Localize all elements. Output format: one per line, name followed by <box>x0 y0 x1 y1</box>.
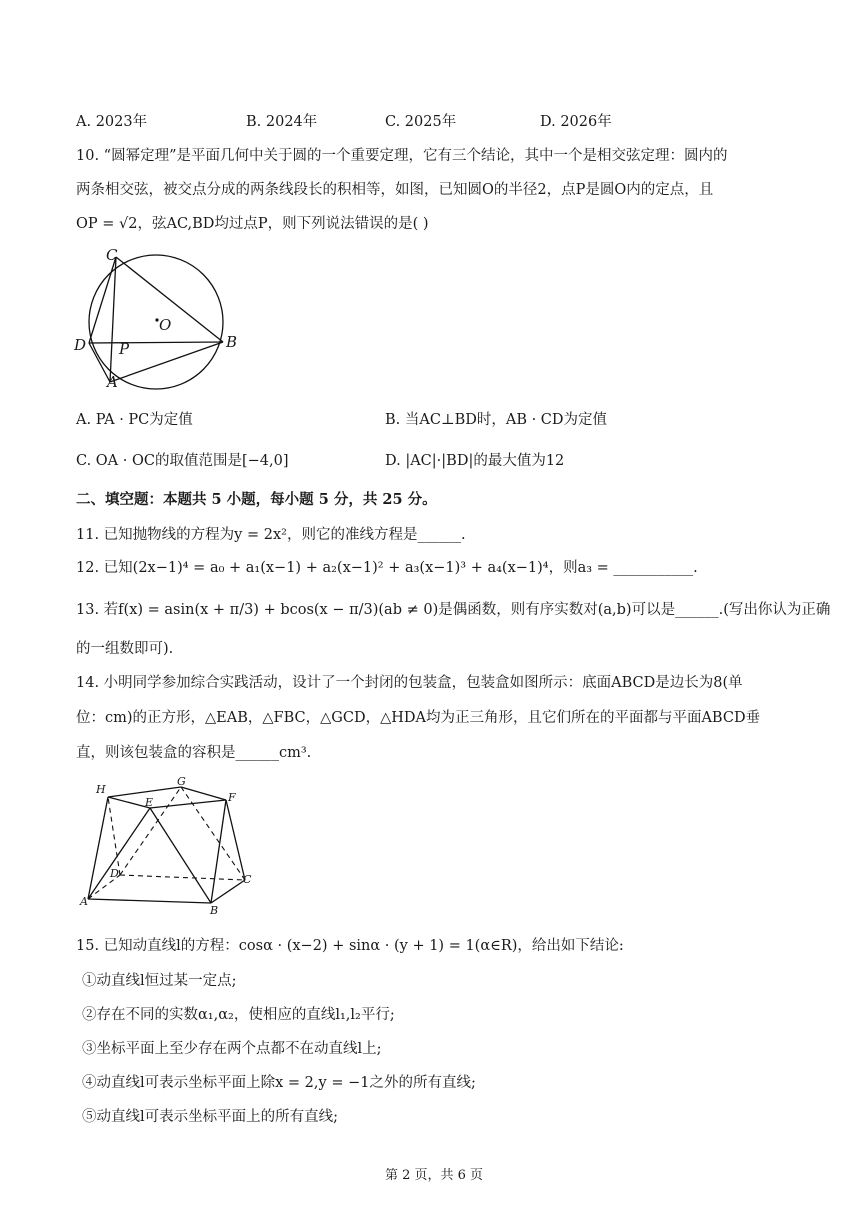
q10-option-b: B. 当AC⊥BD时，AB · CD为定值 <box>385 412 608 428</box>
q10-option-a: A. PA · PC为定值 <box>76 412 193 428</box>
q14-line-2: 位：cm)的正方形，△EAB，△FBC，△GCD，△HDA均为正三角形，且它们所在的平面都与平面ABCD垂 <box>76 710 761 726</box>
chord-db <box>89 342 223 343</box>
label-f: F <box>228 791 236 804</box>
q15-item-1: ①动直线l恒过某一定点; <box>82 973 237 989</box>
q15-item-2: ②存在不同的实数α₁,α₂，使相应的直线l₁,l₂平行; <box>82 1007 395 1023</box>
q9-option-b: B. 2024年 <box>246 114 318 130</box>
section-2-heading: 二、填空题：本题共 5 小题，每小题 5 分，共 25 分。 <box>76 491 437 508</box>
label-b-box: B <box>210 904 219 917</box>
label-o: O <box>159 316 172 334</box>
q14-line-3: 直，则该包装盒的容积是______cm³. <box>76 745 312 761</box>
label-e: E <box>145 796 154 809</box>
label-c: C <box>106 246 118 264</box>
q10-line-1: 10. “圆幂定理”是平面几何中关于圆的一个重要定理，它有三个结论，其中一个是相交弦定理：圆内的 <box>76 148 728 164</box>
label-a: A <box>107 373 118 391</box>
q10-line-3: OP = √2，弦AC,BD均过点P，则下列说法错误的是( ) <box>76 216 429 232</box>
label-g: G <box>177 775 186 788</box>
q11: 11. 已知抛物线的方程为y = 2x²，则它的准线方程是______. <box>76 527 466 543</box>
label-d-box: D <box>110 867 119 880</box>
label-a-box: A <box>80 895 88 908</box>
q9-option-c: C. 2025年 <box>385 114 457 130</box>
q10-option-d: D. |AC|·|BD|的最大值为12 <box>385 453 565 469</box>
chord-ca <box>110 257 116 382</box>
q9-option-d: D. 2026年 <box>540 114 612 130</box>
q14-line-1: 14. 小明同学参加综合实践活动，设计了一个封闭的包装盒，包装盒如图所示：底面ABCD是边长为8(单 <box>76 675 743 691</box>
q15-item-4: ④动直线l可表示坐标平面上除x = 2,y = −1之外的所有直线; <box>82 1075 476 1091</box>
q10-line-2: 两条相交弦，被交点分成的两条线段长的积相等，如图，已知圆O的半径2，点P是圆O内的定点，且 <box>76 182 714 198</box>
q13-line-2: 的一组数即可). <box>76 641 174 657</box>
circle-o <box>89 255 223 389</box>
label-b: B <box>226 333 238 351</box>
q12: 12. 已知(2x−1)⁴ = a₀ + a₁(x−1) + a₂(x−1)² + a₃(x−1)³ + a₄(x−1)⁴，则a₃ = ___________. <box>76 560 698 576</box>
page-footer: 第 2 页，共 6 页 <box>384 1168 484 1183</box>
label-d: D <box>74 336 87 354</box>
q9-option-a: A. 2023年 <box>76 114 148 130</box>
label-p: P <box>119 340 130 358</box>
q10-option-c: C. OA · OC的取值范围是[−4,0] <box>76 453 289 469</box>
label-c-box: C <box>243 873 252 886</box>
q15-item-3: ③坐标平面上至少存在两个点都不在动直线l上; <box>82 1041 382 1057</box>
q15-line-1: 15. 已知动直线l的方程：cosα · (x−2) + sinα · (y + 1) = 1(α∈R)，给出如下结论: <box>76 938 624 954</box>
label-h: H <box>96 783 106 796</box>
q15-item-5: ⑤动直线l可表示坐标平面上的所有直线; <box>82 1109 339 1125</box>
q13-line-1: 13. 若f(x) = asin(x + π/3) + bcos(x − π/3)(ab ≠ 0)是偶函数，则有序实数对(a,b)可以是______.(写出你认为正确 <box>76 602 831 618</box>
